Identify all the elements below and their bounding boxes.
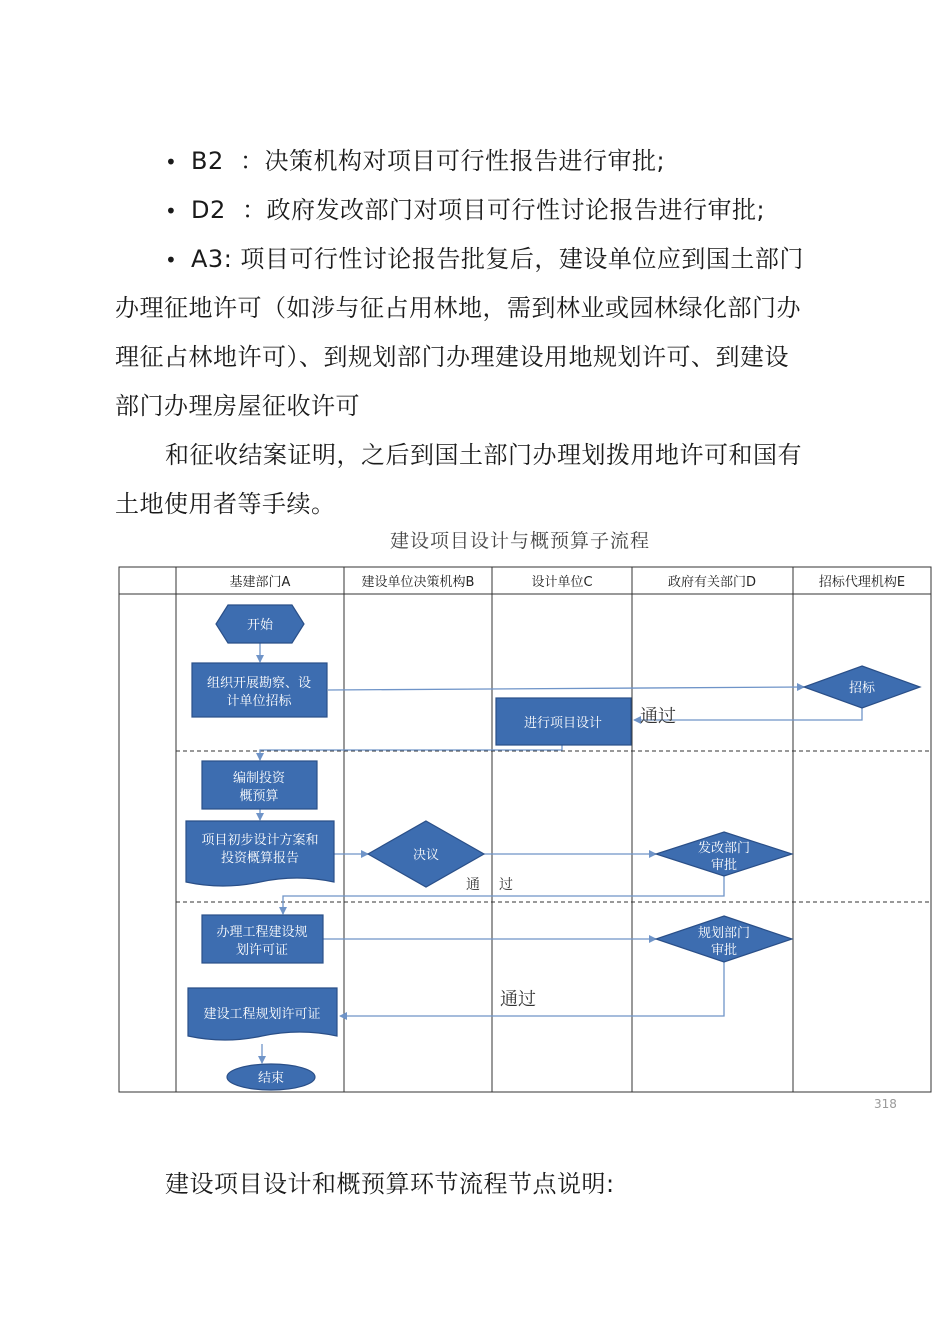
label-organize-1: 组织开展勘察、设 [206,676,312,691]
text-a3-3: 理征占林地许可）、到规划部门办理建设用地规划许可、到建设 [115,343,789,371]
lane-header-c: 设计单位C [531,575,593,590]
label-decision: 决议 [412,848,440,863]
lane-header-a: 基建部门A [229,575,291,590]
bullet-dot: • [165,199,178,223]
lane-header-b: 建设单位决策机构B [361,575,475,590]
text-a3-2: 办理征地许可（如涉与征占用林地，需到林业或园林绿化部门办 [115,294,801,322]
label-start: 开始 [246,618,274,633]
lane-header-d: 政府有关部门D [667,575,757,590]
label-budget-1: 编制投资 [232,771,286,786]
bullet-dot: • [165,150,178,174]
label-permit: 建设工程规划许可证 [203,1007,321,1022]
label-organize-2: 计单位招标 [226,694,292,709]
text-a3-4: 部门办理房屋征收许可 [115,392,360,420]
label-end: 结束 [257,1071,285,1086]
text-p2-1: 和征收结案证明，之后到国土部门办理划拨用地许可和国有 [165,441,802,469]
label-design: 进行项目设计 [523,716,603,731]
edge-design-budget [260,745,562,760]
edge-organize-bidding [328,687,804,690]
page-number: 318 [874,1097,897,1111]
label-permit-apply-2: 划许可证 [235,943,289,958]
edge-label-pass-part: 通 [466,877,480,893]
edge-label-pass: 通过 [640,706,676,727]
label-ndrc-1: 发改部门 [697,841,751,856]
bullet-dot: • [165,248,178,272]
label-budget-2: 概预算 [239,789,279,804]
edge-label-pass-part: 过 [499,877,513,893]
label-planning-1: 规划部门 [697,926,751,941]
text-b2: B2 ：决策机构对项目可行性报告进行审批; [191,147,666,175]
text-d2: D2 ：政府发改部门对项目可行性讨论报告进行审批; [191,196,766,224]
lane-header-e: 招标代理机构E [818,575,906,590]
label-ndrc-2: 审批 [710,858,738,873]
label-report-2: 投资概算报告 [220,851,300,866]
label-planning-2: 审批 [710,943,738,958]
label-bidding: 招标 [848,681,876,696]
text-p2-2: 土地使用者等手续。 [115,490,336,518]
section-heading: 建设项目设计和概预算环节流程节点说明: [165,1170,615,1198]
text-a3-1: A3: 项目可行性讨论报告批复后，建设单位应到国土部门 [191,245,804,273]
edge-label-pass: 通过 [500,989,536,1010]
label-permit-apply-1: 办理工程建设规 [216,925,308,940]
label-report-1: 项目初步设计方案和 [201,833,319,848]
chart-title: 建设项目设计与概预算子流程 [389,530,650,552]
